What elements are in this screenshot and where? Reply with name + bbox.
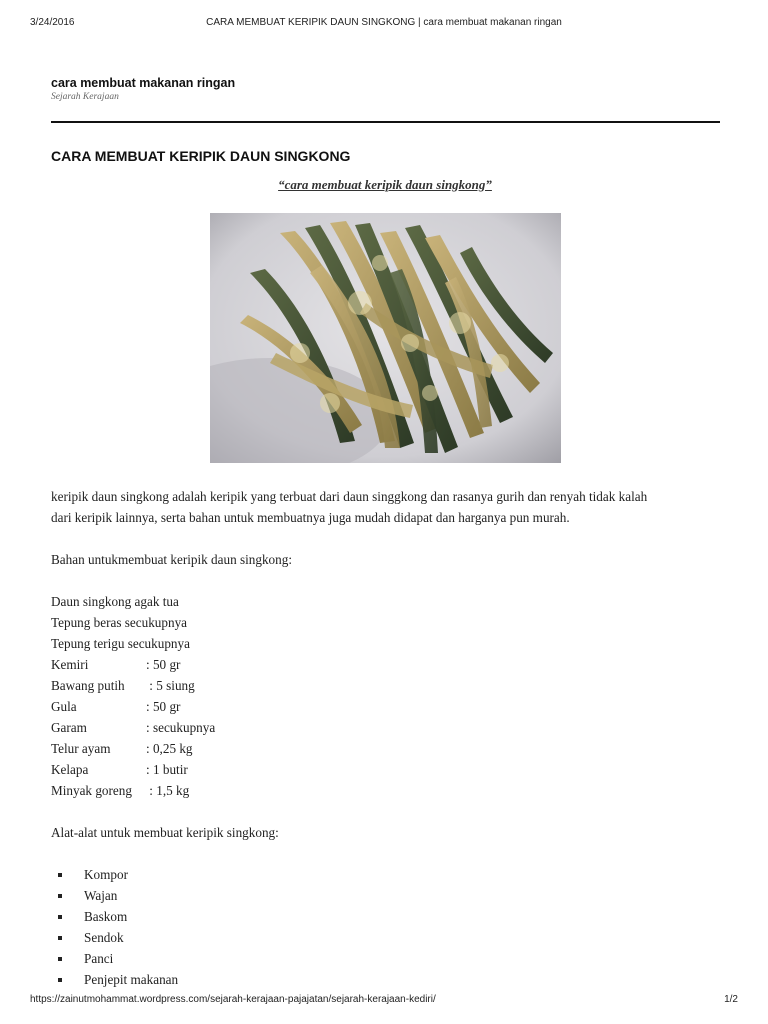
cassava-leaf-chips-image — [210, 213, 561, 463]
print-header — [0, 17, 768, 31]
ingredient-name: Bawang putih — [51, 678, 125, 693]
ingredient-row — [51, 591, 731, 612]
list-item — [51, 969, 731, 990]
ingredient-row — [51, 738, 731, 759]
tool-label: Wajan — [84, 888, 118, 903]
post-subtitle: “cara membuat keripik daun singkong” — [278, 177, 492, 192]
bullet-icon — [58, 936, 62, 940]
ingredient-qty: : 1 butir — [146, 762, 188, 777]
site-header — [51, 76, 719, 102]
print-document-title: CARA MEMBUAT KERIPIK DAUN SINGKONG | cara membuat makanan ringan — [206, 17, 562, 28]
ingredient-row — [51, 717, 731, 738]
ingredient-row — [51, 759, 731, 780]
bullet-icon — [58, 894, 62, 898]
tools-list — [51, 864, 731, 990]
print-date: 3/24/2016 — [30, 17, 75, 28]
ingredient-name: Telur ayam — [51, 741, 111, 756]
ingredient-row — [51, 654, 731, 675]
list-item — [51, 927, 731, 948]
ingredient-qty: : 0,25 kg — [146, 741, 193, 756]
post-title: CARA MEMBUAT KERIPIK DAUN SINGKONG — [51, 148, 351, 164]
tool-label: Panci — [84, 951, 114, 966]
bullet-icon — [58, 915, 62, 919]
site-tagline: Sejarah Kerajaan — [51, 92, 119, 102]
tool-label: Penjepit makanan — [84, 972, 179, 987]
ingredient-row — [51, 675, 731, 696]
food-photo — [210, 213, 561, 463]
list-item — [51, 885, 731, 906]
bullet-icon — [58, 978, 62, 982]
intro-line-1: keripik daun singkong adalah keripik yang terbuat dari daun singgkong dan rasanya gurih dan renyah tidak kalah — [51, 489, 648, 504]
page-number: 1/2 — [724, 994, 738, 1005]
list-item — [51, 948, 731, 969]
list-item — [51, 906, 731, 927]
bullet-icon — [58, 957, 62, 961]
ingredient-qty: : 1,5 kg — [146, 783, 190, 798]
ingredients-heading: Bahan untukmembuat keripik daun singkong: — [51, 552, 293, 567]
ingredient-name: Tepung terigu secukupnya — [51, 636, 190, 651]
ingredient-name: Tepung beras secukupnya — [51, 615, 188, 630]
site-title[interactable]: cara membuat makanan ringan — [51, 76, 236, 90]
tool-label: Sendok — [84, 930, 124, 945]
intro-line-2: dari keripik lainnya, serta bahan untuk membuatnya juga mudah didapat dan harganya pun murah. — [51, 510, 570, 525]
ingredient-qty: : 50 gr — [146, 657, 181, 672]
tools-heading: Alat-alat untuk membuat keripik singkong: — [51, 825, 279, 840]
ingredient-name: Daun singkong agak tua — [51, 594, 179, 609]
ingredient-row — [51, 696, 731, 717]
ingredient-row — [51, 780, 731, 801]
ingredient-name: Gula — [51, 699, 77, 714]
ingredient-name: Kelapa — [51, 762, 89, 777]
bullet-icon — [58, 873, 62, 877]
list-item — [51, 864, 731, 885]
ingredient-name: Kemiri — [51, 657, 89, 672]
ingredient-name: Minyak goreng — [51, 783, 132, 798]
ingredient-row — [51, 612, 731, 633]
tool-label: Baskom — [84, 909, 128, 924]
ingredient-qty: : secukupnya — [146, 720, 216, 735]
post-content — [51, 486, 731, 990]
intro-paragraph — [51, 486, 731, 528]
page-url[interactable]: https://zainutmohammat.wordpress.com/sejarah-kerajaan-pajajatan/sejarah-kerajaan-kediri/ — [30, 994, 436, 1005]
ingredient-qty: : 50 gr — [146, 699, 181, 714]
tool-label: Kompor — [84, 867, 128, 882]
ingredients-list — [51, 591, 731, 801]
ingredient-row — [51, 633, 731, 654]
header-divider — [51, 121, 720, 123]
ingredient-name: Garam — [51, 720, 87, 735]
ingredient-qty: : 5 siung — [146, 678, 195, 693]
